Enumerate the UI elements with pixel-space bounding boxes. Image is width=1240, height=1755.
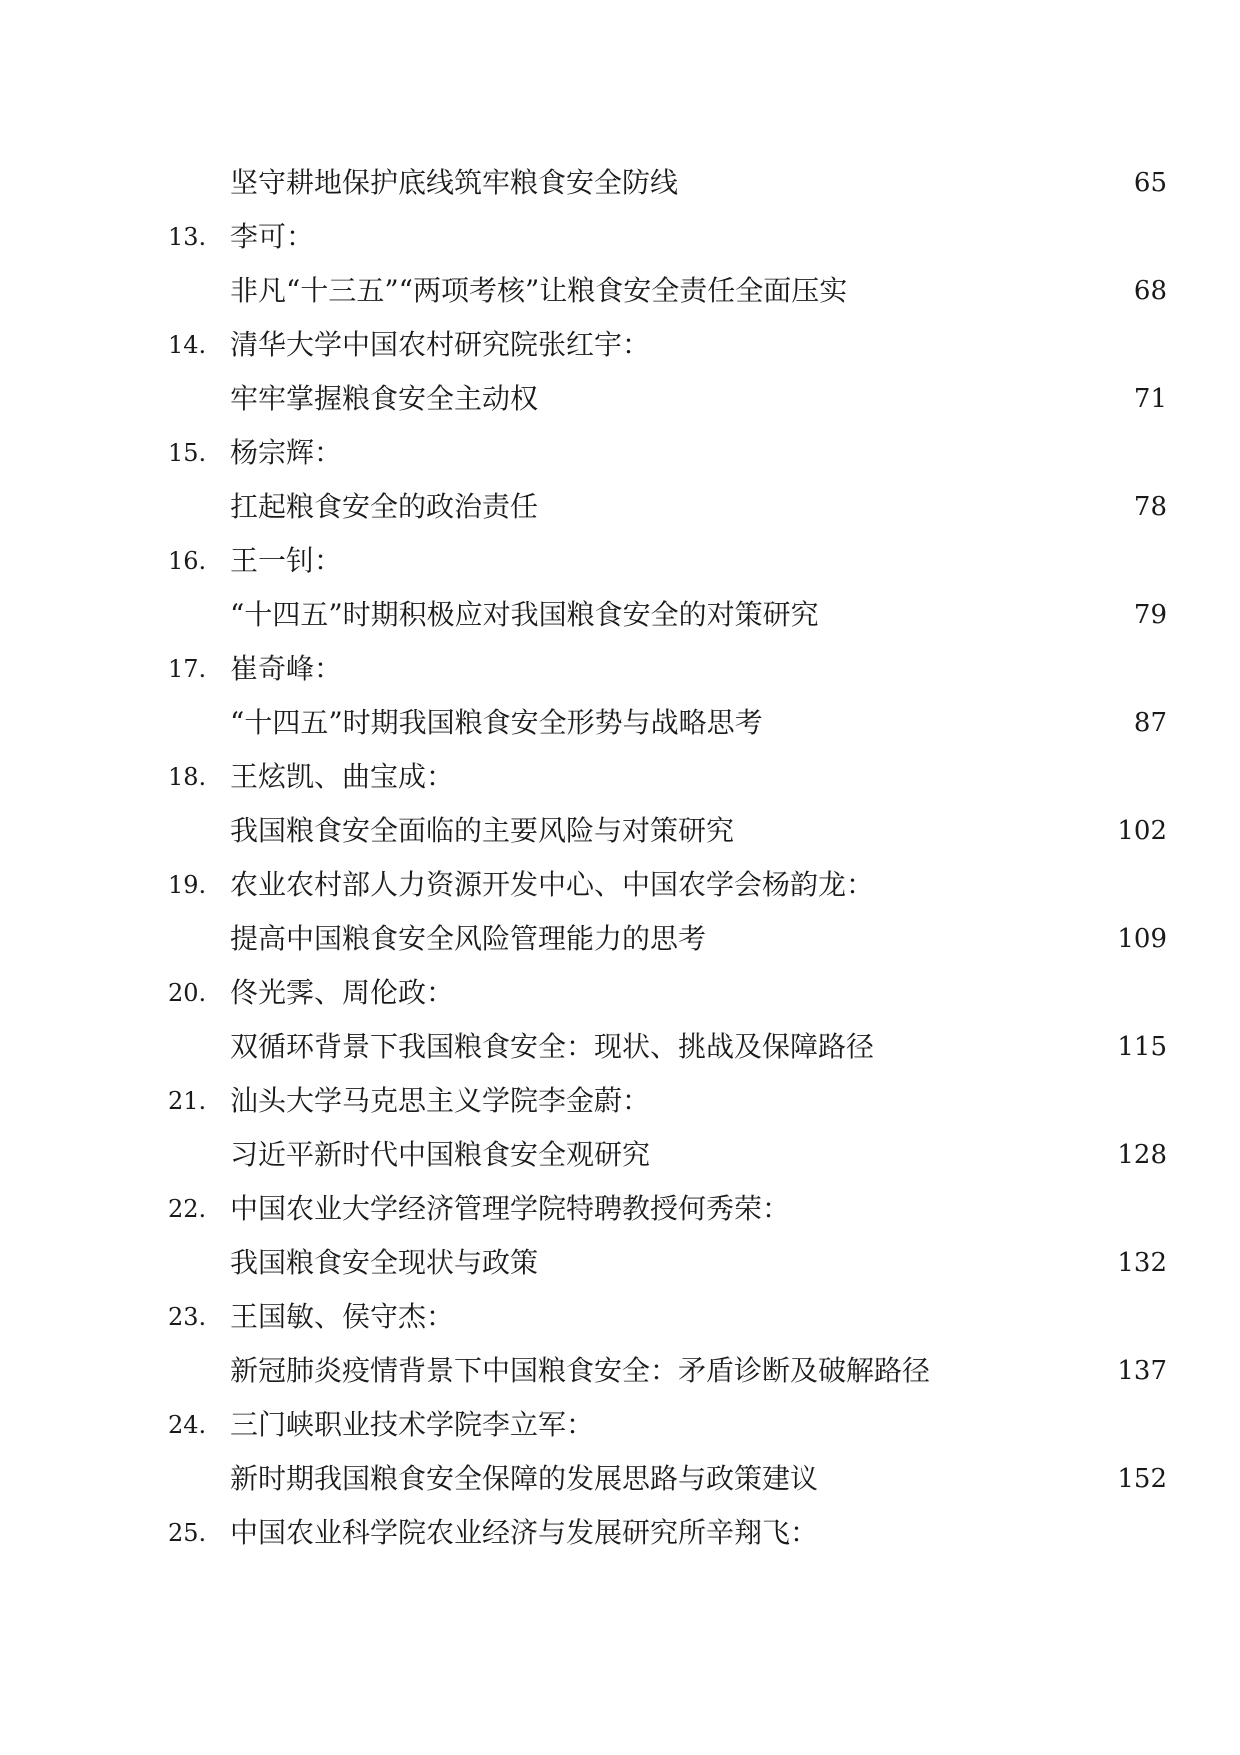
toc-title-line[interactable] <box>0 1027 1240 1067</box>
toc-title-line[interactable] <box>0 379 1240 419</box>
toc-entry-number: 21. <box>168 1087 207 1115</box>
toc-author: 李可： <box>230 220 315 253</box>
toc-entry-number: 22. <box>168 1195 207 1223</box>
toc-page-number: 78 <box>1133 492 1167 522</box>
toc-entry-number: 19. <box>168 871 207 899</box>
toc-title[interactable]: 提高中国粮食安全风险管理能力的思考 <box>230 922 707 955</box>
toc-page-number: 71 <box>1133 384 1167 414</box>
toc-title-line[interactable] <box>0 811 1240 851</box>
toc-author-line <box>0 1189 1240 1229</box>
toc-author: 王国敏、侯守杰： <box>230 1300 455 1333</box>
toc-author: 汕头大学马克思主义学院李金蔚： <box>230 1084 651 1117</box>
toc-title-line[interactable] <box>0 163 1240 203</box>
toc-title-line[interactable] <box>0 1243 1240 1283</box>
toc-title-line[interactable] <box>0 703 1240 743</box>
toc-author: 王炫凯、曲宝成： <box>230 760 455 793</box>
toc-author: 清华大学中国农村研究院张红宇： <box>230 328 651 361</box>
toc-title[interactable]: 牢牢掌握粮食安全主动权 <box>230 382 539 415</box>
toc-title[interactable]: 坚守耕地保护底线筑牢粮食安全防线 <box>230 166 679 199</box>
toc-author-line <box>0 541 1240 581</box>
toc-page-number: 102 <box>1117 816 1167 846</box>
toc-title-line[interactable] <box>0 1459 1240 1499</box>
toc-entry-number: 14. <box>168 331 207 359</box>
toc-author: 中国农业大学经济管理学院特聘教授何秀荣： <box>230 1192 791 1225</box>
toc-entry-number: 25. <box>168 1519 207 1547</box>
toc-author: 三门峡职业技术学院李立军： <box>230 1408 595 1441</box>
toc-author: 中国农业科学院农业经济与发展研究所辛翔飞： <box>230 1516 819 1549</box>
toc-author-line <box>0 1513 1240 1553</box>
toc-author: 佟光霁、周伦政： <box>230 976 455 1009</box>
toc-title-line[interactable] <box>0 1351 1240 1391</box>
toc-page-number: 132 <box>1117 1248 1167 1278</box>
toc-author: 崔奇峰： <box>230 652 343 685</box>
toc-page-number: 115 <box>1117 1032 1167 1062</box>
toc-author-line <box>0 649 1240 689</box>
toc-entry-number: 17. <box>168 655 207 683</box>
toc-page-number: 137 <box>1117 1356 1167 1386</box>
toc-author: 王一钊： <box>230 544 343 577</box>
toc-author-line <box>0 433 1240 473</box>
toc-title[interactable]: 非凡“十三五”“两项考核”让粮食安全责任全面压实 <box>230 274 848 307</box>
toc-title[interactable]: 扛起粮食安全的政治责任 <box>230 490 539 523</box>
toc-author-line <box>0 1405 1240 1445</box>
toc-title[interactable]: 我国粮食安全现状与政策 <box>230 1246 539 1279</box>
toc-page-number: 152 <box>1117 1464 1167 1494</box>
toc-author-line <box>0 865 1240 905</box>
toc-entry-number: 16. <box>168 547 207 575</box>
toc-author-line <box>0 325 1240 365</box>
toc-author-line <box>0 217 1240 257</box>
toc-page-number: 65 <box>1133 168 1167 198</box>
toc-entry-number: 20. <box>168 979 207 1007</box>
toc-entry-number: 13. <box>168 223 207 251</box>
toc-page-number: 68 <box>1133 276 1167 306</box>
toc-entry-number: 23. <box>168 1303 207 1331</box>
toc-title-line[interactable] <box>0 271 1240 311</box>
toc-title[interactable]: 我国粮食安全面临的主要风险与对策研究 <box>230 814 735 847</box>
toc-title-line[interactable] <box>0 595 1240 635</box>
toc-title[interactable]: 习近平新时代中国粮食安全观研究 <box>230 1138 651 1171</box>
toc-author-line <box>0 1297 1240 1337</box>
toc-author-line <box>0 757 1240 797</box>
toc-title[interactable]: 双循环背景下我国粮食安全：现状、挑战及保障路径 <box>230 1030 875 1063</box>
toc-title-line[interactable] <box>0 919 1240 959</box>
toc-title-line[interactable] <box>0 1135 1240 1175</box>
toc-page-number: 79 <box>1133 600 1167 630</box>
toc-title[interactable]: “十四五”时期我国粮食安全形势与战略思考 <box>230 706 763 739</box>
toc-page-number: 109 <box>1117 924 1167 954</box>
toc-entry-number: 15. <box>168 439 207 467</box>
toc-title[interactable]: 新冠肺炎疫情背景下中国粮食安全：矛盾诊断及破解路径 <box>230 1354 931 1387</box>
toc-title-line[interactable] <box>0 487 1240 527</box>
toc-entry-number: 24. <box>168 1411 207 1439</box>
toc-author: 杨宗辉： <box>230 436 343 469</box>
toc-title[interactable]: 新时期我国粮食安全保障的发展思路与政策建议 <box>230 1462 819 1495</box>
toc-page-number: 128 <box>1117 1140 1167 1170</box>
toc-author: 农业农村部人力资源开发中心、中国农学会杨韵龙： <box>230 868 875 901</box>
toc-entry-number: 18. <box>168 763 207 791</box>
toc-author-line <box>0 1081 1240 1121</box>
toc-page-number: 87 <box>1133 708 1167 738</box>
toc-author-line <box>0 973 1240 1013</box>
toc-title[interactable]: “十四五”时期积极应对我国粮食安全的对策研究 <box>230 598 819 631</box>
